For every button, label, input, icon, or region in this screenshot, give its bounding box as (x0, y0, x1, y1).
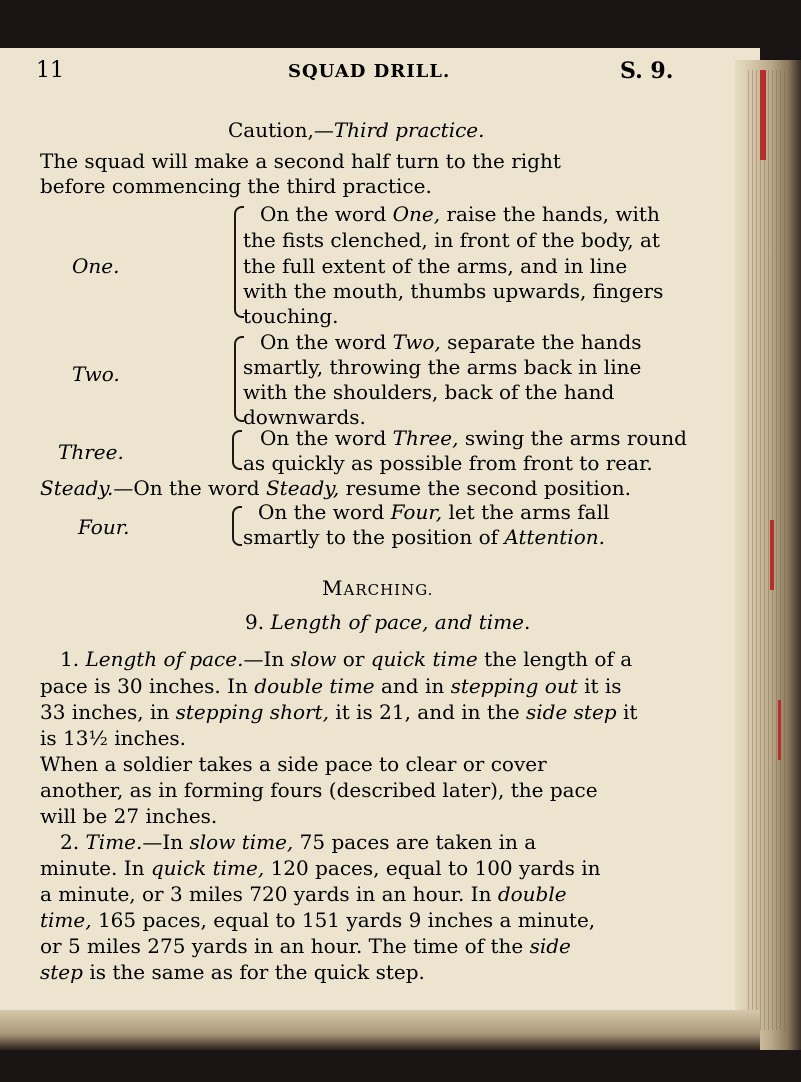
step-three-line: as quickly as possible from front to rear. (243, 451, 653, 475)
section-number: S. 9. (620, 58, 674, 84)
para2-line: a minute, or 3 miles 720 yards in an hour. In double (40, 882, 567, 906)
step-two-line: with the shoulders, back of the hand (243, 380, 615, 404)
caution-line: Caution,—Third practice. (228, 118, 485, 142)
step-three-line: On the word Three, swing the arms round (260, 426, 687, 450)
edge-mark (770, 520, 774, 590)
edge-mark (760, 70, 766, 160)
step-four-line: smartly to the position of Attention. (243, 525, 605, 549)
page-number: 11 (36, 58, 64, 83)
para2-line: 2. Time.—In slow time, 75 paces are taken in a (60, 830, 537, 854)
para-side-line: will be 27 inches. (40, 804, 218, 828)
step-two-line: On the word Two, separate the hands (260, 330, 642, 354)
para-side-line: When a soldier takes a side pace to clear or cover (40, 752, 547, 776)
step-one-line: the fists clenched, in front of the body, at (243, 228, 660, 252)
page-bottom-edge (0, 1010, 760, 1050)
brace (232, 506, 242, 546)
para2-line: time, 165 paces, equal to 151 yards 9 inches a minute, (40, 908, 596, 932)
step-two-line: smartly, throwing the arms back in line (243, 355, 642, 379)
section-heading: 9. Length of pace, and time. (245, 610, 531, 634)
para1-line: 33 inches, in stepping short, it is 21, and in the side step it (40, 700, 638, 724)
steady-line: Steady.—On the word Steady, resume the second position. (40, 476, 632, 500)
margin-label-four: Four. (78, 515, 130, 539)
para1-line: is 13½ inches. (40, 726, 187, 750)
intro-line: The squad will make a second half turn to the right (40, 149, 561, 173)
step-one-line: On the word One, raise the hands, with (260, 202, 660, 226)
brace (232, 430, 242, 470)
para1-line: pace is 30 inches. In double time and in stepping out it is (40, 674, 622, 698)
step-one-line: with the mouth, thumbs upwards, fingers (243, 279, 664, 303)
edge-mark (778, 700, 781, 760)
margin-label-three: Three. (58, 440, 124, 464)
para2-line: step is the same as for the quick step. (40, 960, 425, 984)
margin-label-two: Two. (72, 362, 120, 386)
para2-line: minute. In quick time, 120 paces, equal to 100 yards in (40, 856, 601, 880)
marching-heading: MARCHING. (322, 576, 434, 600)
margin-label-one: One. (72, 254, 120, 278)
step-one-line: touching. (243, 304, 339, 328)
step-one-line: the full extent of the arms, and in line (243, 254, 628, 278)
step-two-line: downwards. (243, 405, 366, 429)
para-side-line: another, as in forming fours (described later), the pace (40, 778, 598, 802)
page-edge-lines (748, 70, 788, 1030)
para2-line: or 5 miles 275 yards in an hour. The time of the side (40, 934, 571, 958)
para1-line: 1. Length of pace.—In slow or quick time the length of a (60, 647, 633, 671)
running-title: SQUAD DRILL. (288, 61, 451, 82)
step-four-line: On the word Four, let the arms fall (258, 500, 610, 524)
intro-line: before commencing the third practice. (40, 174, 432, 198)
